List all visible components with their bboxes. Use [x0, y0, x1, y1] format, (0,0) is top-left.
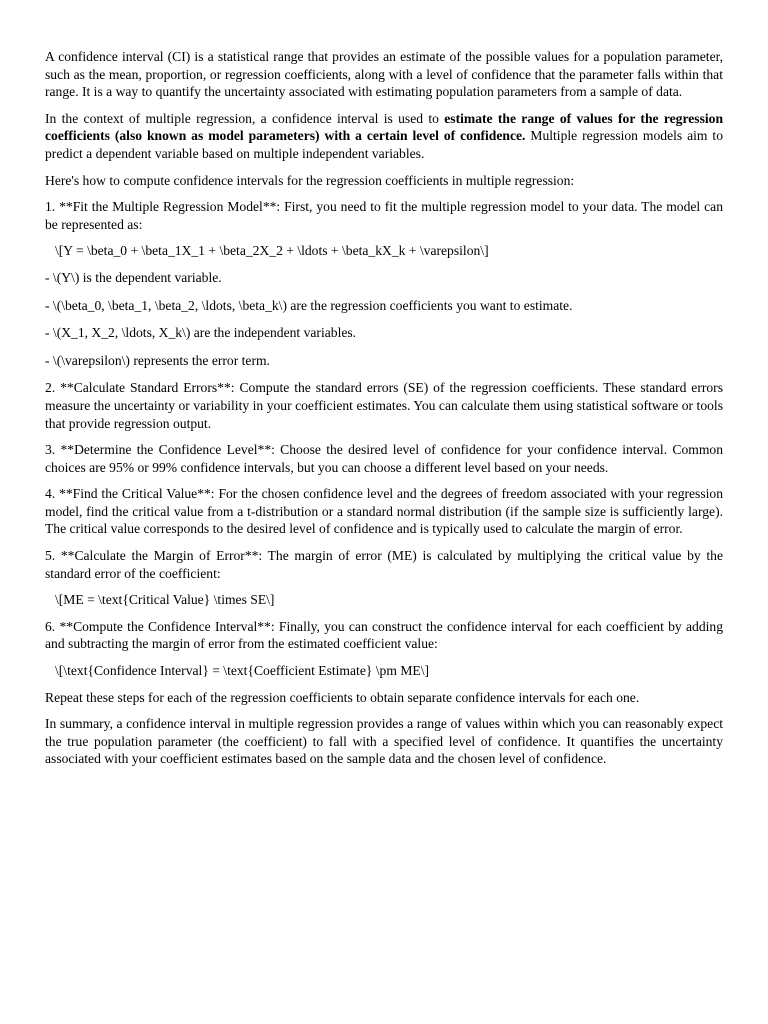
howto-paragraph: Here's how to compute confidence intervals for the regression coefficients in multiple regression: — [45, 172, 575, 188]
bullet-item: - \(\beta_0, \beta_1, \beta_2, \ldots, \beta_k\) are the regression coefficients you want to estimate. — [45, 297, 573, 313]
step-3: 3. **Determine the Confidence Level**: Choose the desired level of confidence for your confidence interval. Common choices are 95% or 99% confidence intervals, but you can choose a different level based on your needs. — [45, 442, 723, 475]
formula-margin-of-error: \[ME = \text{Critical Value} \times SE\] — [55, 592, 275, 608]
formula-regression-model: \[Y = \beta_0 + \beta_1X_1 + \beta_2X_2 + \ldots + \beta_kX_k + \varepsilon\] — [55, 243, 489, 259]
repeat-paragraph: Repeat these steps for each of the regression coefficients to obtain separate confidence intervals for each one. — [45, 689, 640, 705]
bullet-item: - \(\varepsilon\) represents the error term. — [45, 352, 270, 368]
context-bold: estimate the range of values for the regression coefficients (also known as model parameters) with a certain level of confidence. — [45, 110, 724, 144]
bullet-item: - \(Y\) is the dependent variable. — [45, 269, 222, 285]
formula-confidence-interval: \[\text{Confidence Interval} = \text{Coefficient Estimate} \pm ME\] — [55, 663, 430, 679]
step-1: 1. **Fit the Multiple Regression Model**: First, you need to fit the multiple regression model to your data. The model can be represented as: — [45, 199, 723, 232]
summary-paragraph: In summary, a confidence interval in multiple regression provides a range of values within which you can reasonably expect the true population parameter (the coefficient) to fall with a specified level of confidence. It quantifies the uncertainty associated with your coefficient estimates based on the sample data and the chosen level of confidence. — [45, 716, 723, 767]
context-tail: Multiple regression models aim to predict a dependent variable based on multiple independent variables. — [45, 128, 723, 161]
context-lead: In the context of multiple regression, a confidence interval is used to — [45, 110, 445, 126]
context-paragraph — [45, 110, 723, 163]
bullet-item: - \(X_1, X_2, \ldots, X_k\) are the independent variables. — [45, 325, 357, 341]
step-6: 6. **Compute the Confidence Interval**: Finally, you can construct the confidence interval for each coefficient by adding and subtracting the margin of error from the estimated coefficient value: — [45, 618, 723, 652]
step-2: 2. **Calculate Standard Errors**: Compute the standard errors (SE) of the regression coefficients. These standard errors measure the uncertainty or variability in your coefficient estimates. You can calculate them using statistical software or tools that provide regression output. — [45, 380, 723, 431]
intro-paragraph: A confidence interval (CI) is a statistical range that provides an estimate of the possible values for a population parameter, such as the mean, proportion, or regression coefficients, along with a level of confidence that the parameter falls within that range. It is a way to quantify the uncertainty associated with estimating population parameters from a sample of data. — [45, 49, 723, 100]
step-5: 5. **Calculate the Margin of Error**: The margin of error (ME) is calculated by multiplying the critical value by the standard error of the coefficient: — [45, 548, 723, 581]
step-4: 4. **Find the Critical Value**: For the chosen confidence level and the degrees of freedom associated with your regression model, find the critical value from a t-distribution or a standard normal distribution (if the sample size is sufficiently large). The critical value corresponds to the desired level of confidence and is typically used to calculate the margin of error. — [45, 486, 723, 537]
